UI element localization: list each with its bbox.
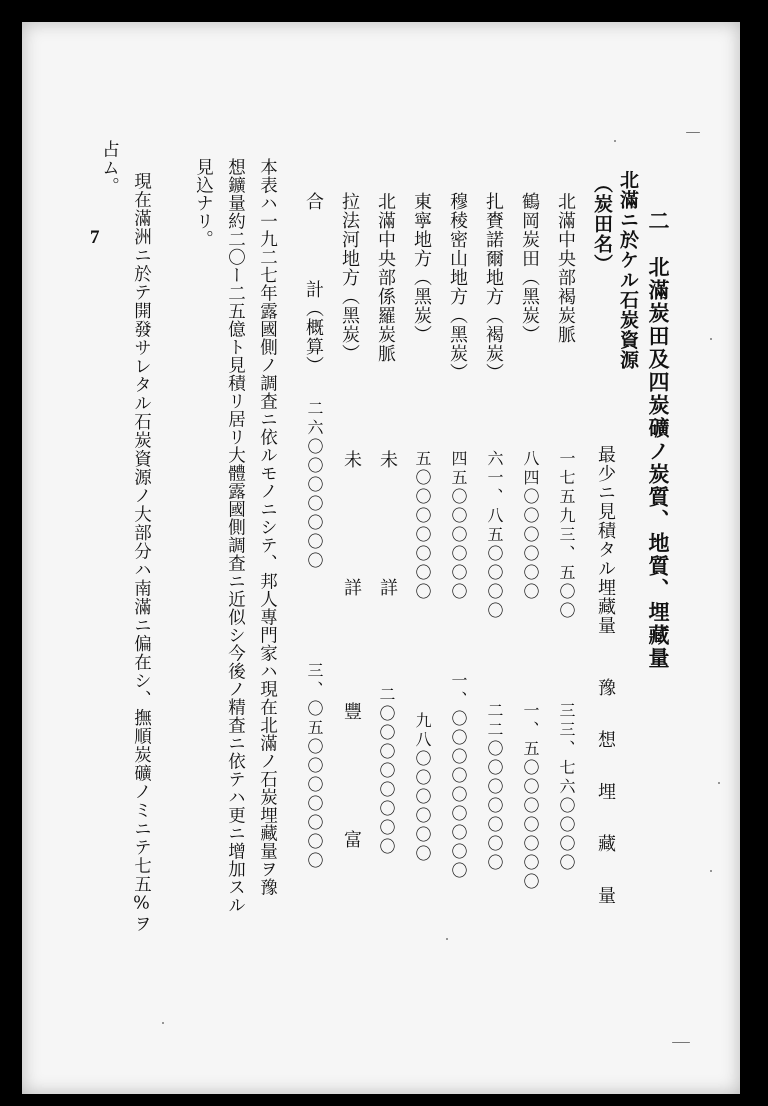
coalfield-minimum: 五〇〇〇〇〇〇〇 xyxy=(413,450,432,602)
coalfield-name: 東寧地方（黑炭） xyxy=(411,192,432,344)
coalfield-name: 扎賚諾爾地方（褐炭） xyxy=(483,192,504,382)
resources-subheading: （炭田名） xyxy=(591,174,613,274)
total-estimate: 三、〇五〇〇〇〇〇〇〇 xyxy=(305,662,324,871)
page-number: 7 xyxy=(90,227,100,248)
coalfield-minimum: 未 詳 xyxy=(377,450,398,610)
paper-speck xyxy=(710,338,712,340)
paper-speck xyxy=(718,782,720,784)
column-header-estimate: 豫 想 埋 藏 量 xyxy=(595,678,616,912)
resources-heading: 北滿ニ於ケル石炭資源 xyxy=(617,170,639,370)
paper-speck xyxy=(614,140,616,142)
coalfield-estimate: 豐 富 xyxy=(341,702,362,862)
coalfield-estimate: 二二〇〇〇〇〇〇〇 xyxy=(485,702,504,873)
coalfield-name: 北滿中央部係羅炭脈 xyxy=(375,192,396,363)
coalfield-minimum: 八四〇〇〇〇〇〇 xyxy=(521,450,540,602)
coalfield-estimate: 三三、七六〇〇〇〇 xyxy=(557,702,576,873)
coalfield-name: 拉法河地方（黑炭） xyxy=(339,192,360,363)
coalfield-estimate: 二〇〇〇〇〇〇〇〇 xyxy=(377,686,396,857)
total-sublabel: 計（概算） xyxy=(303,280,324,375)
total-label: 合 xyxy=(303,192,324,211)
paragraph-line: 占ム。 xyxy=(99,140,120,196)
paragraph-line: 現在滿洲ニ於テ開發サレタル石炭資源ノ大部分ハ南滿ニ偏在シ、撫順炭礦ノミニテ七五%ヲ xyxy=(131,172,152,933)
coalfield-minimum: 六一、八五〇〇〇〇 xyxy=(485,450,504,621)
paragraph-line: 本表ハ一九二七年露國側ノ調査ニ依ルモノニシテ、邦人專門家ハ現在北滿ノ石炭埋藏量ヲ豫 xyxy=(257,158,278,896)
paper-speck xyxy=(710,870,712,872)
coalfield-name: 鶴岡炭田（黑炭） xyxy=(519,192,540,344)
coalfield-minimum: 一七五九三、五〇〇 xyxy=(557,450,576,621)
coalfield-estimate: 九八〇〇〇〇〇〇 xyxy=(413,712,432,864)
coalfield-name: 穆稜密山地方（黑炭） xyxy=(447,192,468,382)
paper-speck xyxy=(162,1022,164,1024)
column-header-minimum: 最少ニ見積タル埋藏量 xyxy=(595,445,616,635)
paper-speck xyxy=(446,938,448,940)
coalfield-minimum: 四五〇〇〇〇〇〇 xyxy=(449,450,468,602)
paragraph-line: 想鑛量約二〇ー二五億ト見積リ居リ大體露國側調査ニ近似シ今後ノ精査ニ依テハ更ニ增加スル xyxy=(225,158,246,914)
total-minimum: 二六〇〇〇〇〇〇〇 xyxy=(305,400,324,571)
section-title: 二 北滿炭田及四炭礦ノ炭質、地質、埋藏量 xyxy=(646,210,671,670)
coalfield-estimate: 一、五〇〇〇〇〇〇〇 xyxy=(521,702,540,892)
document-page xyxy=(22,22,740,1094)
paper-speck xyxy=(686,132,700,133)
coalfield-name: 北滿中央部褐炭脈 xyxy=(555,192,576,344)
paper-speck xyxy=(672,1042,690,1043)
coalfield-minimum: 未 詳 xyxy=(341,450,362,610)
paragraph-line: 見込ナリ。 xyxy=(193,158,214,248)
coalfield-estimate: 一、〇〇〇〇〇〇〇〇〇 xyxy=(449,672,468,881)
